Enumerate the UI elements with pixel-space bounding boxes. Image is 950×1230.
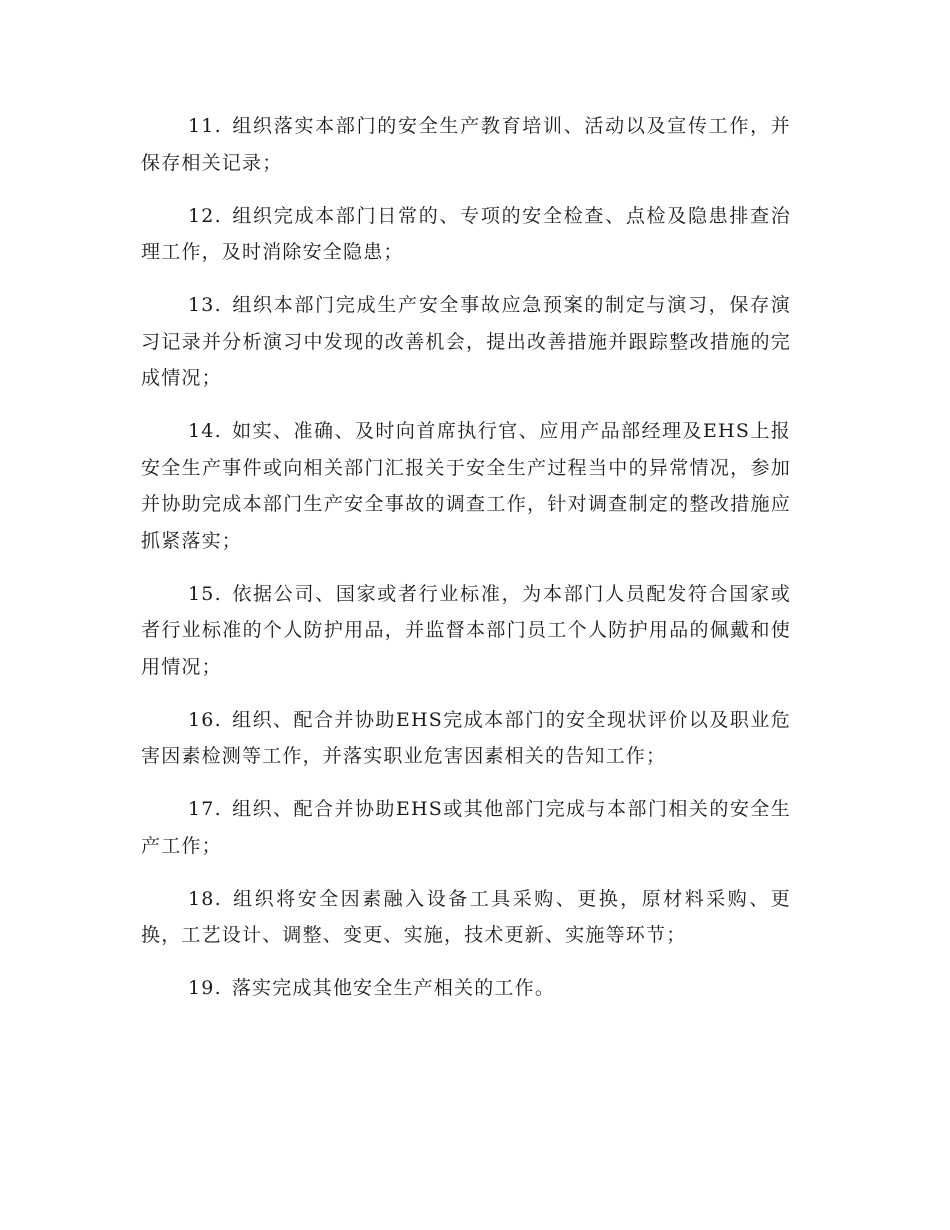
item-number: 11. xyxy=(188,115,222,137)
list-item xyxy=(141,413,791,559)
list-item xyxy=(141,791,791,864)
list-item xyxy=(141,970,791,1007)
item-number: 13. xyxy=(188,294,222,316)
list-item xyxy=(141,198,791,271)
item-number: 16. xyxy=(188,708,222,731)
item-text: 如实、准确、及时向首席执行官、应用产品部经理及EHS上报安全生产事件或向相关部门汇报关于安全生产过程当中的异常情况，参加并协助完成本部门生产安全事故的调查工作，针对调查制定的整改措施应抓紧落实； xyxy=(141,420,791,552)
item-number: 15. xyxy=(188,582,222,605)
item-number: 14. xyxy=(188,420,222,442)
item-text: 依据公司、国家或者行业标准，为本部门人员配发符合国家或者行业标准的个人防护用品，并监督本部门员工个人防护用品的佩戴和使用情况； xyxy=(141,582,791,678)
item-text: 组织本部门完成生产安全事故应急预案的制定与演习，保存演习记录并分析演习中发现的改善机会，提出改善措施并跟踪整改措施的完成情况； xyxy=(141,294,791,389)
item-text: 组织将安全因素融入设备工具采购、更换，原材料采购、更换，工艺设计、调整、变更、实施，技术更新、实施等环节； xyxy=(141,887,791,946)
item-text: 落实完成其他安全生产相关的工作。 xyxy=(231,977,556,999)
list-item xyxy=(141,108,791,181)
item-number: 12. xyxy=(188,204,222,227)
item-text: 组织落实本部门的安全生产教育培训、活动以及宣传工作，并保存相关记录； xyxy=(141,115,791,174)
item-text: 组织、配合并协助EHS或其他部门完成与本部门相关的安全生产工作； xyxy=(141,798,791,857)
item-number: 19. xyxy=(188,977,222,999)
item-number: 18. xyxy=(188,887,222,910)
list-item xyxy=(141,702,791,775)
item-number: 17. xyxy=(188,798,222,820)
list-item xyxy=(141,287,791,397)
list-item xyxy=(141,576,791,686)
list-item xyxy=(141,881,791,954)
document-body xyxy=(141,108,791,1023)
item-text: 组织、配合并协助EHS完成本部门的安全现状评价以及职业危害因素检测等工作，并落实职业危害因素相关的告知工作； xyxy=(141,708,791,767)
item-text: 组织完成本部门日常的、专项的安全检查、点检及隐患排查治理工作，及时消除安全隐患； xyxy=(141,204,791,263)
